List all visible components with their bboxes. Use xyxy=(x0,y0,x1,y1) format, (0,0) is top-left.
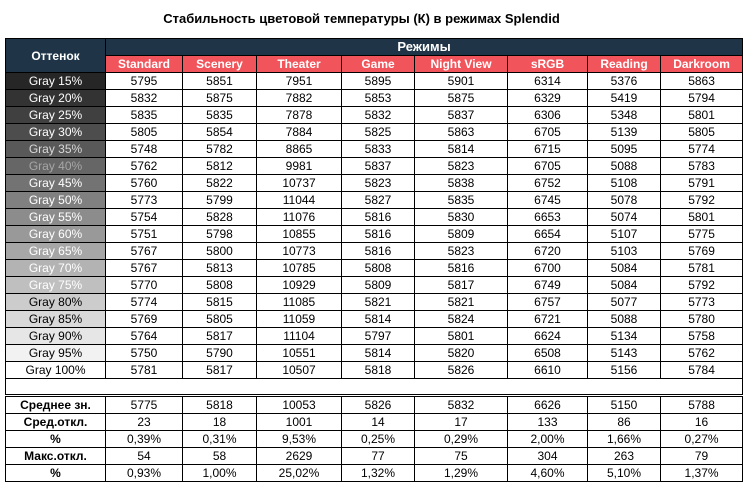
temperature-cell: 5822 xyxy=(183,175,257,192)
shade-label: Gray 20% xyxy=(6,90,106,107)
stat-cell: 58 xyxy=(183,448,257,465)
stat-cell: 0,25% xyxy=(342,431,415,448)
temperature-cell: 6705 xyxy=(508,158,588,175)
stat-label: % xyxy=(6,431,106,448)
stat-label: Макс.откл. xyxy=(6,448,106,465)
table-row xyxy=(6,226,743,243)
table-row xyxy=(6,311,743,328)
temperature-cell: 5088 xyxy=(588,311,661,328)
shade-label: Gray 90% xyxy=(6,328,106,345)
stat-cell: 23 xyxy=(106,414,183,431)
temperature-cell: 9981 xyxy=(257,158,342,175)
color-temperature-table xyxy=(5,38,743,482)
table-row xyxy=(6,73,743,90)
temperature-cell: 5875 xyxy=(415,90,508,107)
temperature-cell: 5754 xyxy=(106,209,183,226)
temperature-cell: 11085 xyxy=(257,294,342,311)
shade-label: Gray 40% xyxy=(6,158,106,175)
temperature-cell: 5801 xyxy=(415,328,508,345)
temperature-cell: 5801 xyxy=(661,209,743,226)
shade-label: Gray 55% xyxy=(6,209,106,226)
table-row xyxy=(6,243,743,260)
temperature-cell: 5801 xyxy=(661,107,743,124)
stat-cell: 14 xyxy=(342,414,415,431)
table-row xyxy=(6,362,743,379)
temperature-cell: 6314 xyxy=(508,73,588,90)
temperature-cell: 5875 xyxy=(183,90,257,107)
temperature-cell: 5348 xyxy=(588,107,661,124)
temperature-cell: 6715 xyxy=(508,141,588,158)
stat-cell: 0,29% xyxy=(415,431,508,448)
temperature-cell: 5143 xyxy=(588,345,661,362)
temperature-cell: 5824 xyxy=(415,311,508,328)
temperature-cell: 10785 xyxy=(257,260,342,277)
stat-label: % xyxy=(6,465,106,482)
temperature-cell: 5823 xyxy=(415,158,508,175)
temperature-cell: 5783 xyxy=(661,158,743,175)
temperature-cell: 7878 xyxy=(257,107,342,124)
temperature-cell: 6749 xyxy=(508,277,588,294)
stat-cell: 1,32% xyxy=(342,465,415,482)
temperature-cell: 5078 xyxy=(588,192,661,209)
stat-cell: 0,39% xyxy=(106,431,183,448)
table-row xyxy=(6,294,743,311)
stat-cell: 18 xyxy=(183,414,257,431)
table-row xyxy=(6,107,743,124)
temperature-cell: 5773 xyxy=(661,294,743,311)
temperature-cell: 5781 xyxy=(106,362,183,379)
stat-cell: 1,66% xyxy=(588,431,661,448)
stat-cell: 1,00% xyxy=(183,465,257,482)
shade-label: Gray 30% xyxy=(6,124,106,141)
temperature-cell: 6610 xyxy=(508,362,588,379)
temperature-cell: 5773 xyxy=(106,192,183,209)
temperature-cell: 5832 xyxy=(106,90,183,107)
temperature-cell: 5809 xyxy=(342,277,415,294)
temperature-cell: 5838 xyxy=(415,175,508,192)
temperature-cell: 5830 xyxy=(415,209,508,226)
shade-label: Gray 15% xyxy=(6,73,106,90)
temperature-cell: 5794 xyxy=(661,90,743,107)
stat-cell: 25,02% xyxy=(257,465,342,482)
stats-row xyxy=(6,414,743,431)
temperature-cell: 5851 xyxy=(183,73,257,90)
temperature-cell: 5815 xyxy=(183,294,257,311)
stat-cell: 9,53% xyxy=(257,431,342,448)
temperature-cell: 5853 xyxy=(342,90,415,107)
temperature-cell: 5823 xyxy=(342,175,415,192)
temperature-cell: 10507 xyxy=(257,362,342,379)
gray-rows xyxy=(6,73,743,379)
stat-cell: 1,37% xyxy=(661,465,743,482)
temperature-cell: 5784 xyxy=(661,362,743,379)
stat-cell: 0,93% xyxy=(106,465,183,482)
table-row xyxy=(6,90,743,107)
table-row xyxy=(6,141,743,158)
temperature-cell: 10773 xyxy=(257,243,342,260)
temperature-cell: 5863 xyxy=(661,73,743,90)
temperature-cell: 5817 xyxy=(415,277,508,294)
modes-group-header: Режимы xyxy=(106,39,743,56)
temperature-cell: 5835 xyxy=(183,107,257,124)
mode-header: Scenery xyxy=(183,56,257,73)
temperature-cell: 5760 xyxy=(106,175,183,192)
temperature-cell: 5084 xyxy=(588,277,661,294)
temperature-cell: 5156 xyxy=(588,362,661,379)
stat-cell: 5818 xyxy=(183,397,257,414)
temperature-cell: 5825 xyxy=(342,124,415,141)
temperature-cell: 5750 xyxy=(106,345,183,362)
temperature-cell: 5770 xyxy=(106,277,183,294)
temperature-cell: 6653 xyxy=(508,209,588,226)
stats-row xyxy=(6,431,743,448)
temperature-cell: 5837 xyxy=(415,107,508,124)
temperature-cell: 5816 xyxy=(342,209,415,226)
temperature-cell: 10929 xyxy=(257,277,342,294)
stat-cell: 54 xyxy=(106,448,183,465)
table-row xyxy=(6,124,743,141)
stat-cell: 10053 xyxy=(257,397,342,414)
shade-label: Gray 75% xyxy=(6,277,106,294)
temperature-cell: 5108 xyxy=(588,175,661,192)
stat-cell: 133 xyxy=(508,414,588,431)
table-row xyxy=(6,209,743,226)
temperature-cell: 10737 xyxy=(257,175,342,192)
shade-label: Gray 70% xyxy=(6,260,106,277)
stat-cell: 75 xyxy=(415,448,508,465)
temperature-cell: 5854 xyxy=(183,124,257,141)
table-row xyxy=(6,345,743,362)
temperature-cell: 5814 xyxy=(342,311,415,328)
shade-label: Gray 85% xyxy=(6,311,106,328)
temperature-cell: 10551 xyxy=(257,345,342,362)
temperature-cell: 5821 xyxy=(342,294,415,311)
temperature-cell: 5769 xyxy=(106,311,183,328)
table-title: Стабильность цветовой температуры (К) в режимах Splendid xyxy=(163,11,560,26)
mode-header: Reading xyxy=(588,56,661,73)
mode-header: Game xyxy=(342,56,415,73)
temperature-cell: 5816 xyxy=(415,260,508,277)
temperature-cell: 5835 xyxy=(106,107,183,124)
temperature-cell: 5762 xyxy=(661,345,743,362)
temperature-cell: 11044 xyxy=(257,192,342,209)
temperature-cell: 5775 xyxy=(661,226,743,243)
stat-cell: 0,31% xyxy=(183,431,257,448)
temperature-cell: 5821 xyxy=(415,294,508,311)
temperature-cell: 5792 xyxy=(661,192,743,209)
temperature-cell: 5805 xyxy=(183,311,257,328)
temperature-cell: 6654 xyxy=(508,226,588,243)
temperature-cell: 5762 xyxy=(106,158,183,175)
temperature-cell: 5790 xyxy=(183,345,257,362)
temperature-cell: 8865 xyxy=(257,141,342,158)
temperature-cell: 5103 xyxy=(588,243,661,260)
temperature-cell: 5818 xyxy=(342,362,415,379)
temperature-cell: 5764 xyxy=(106,328,183,345)
temperature-cell: 5816 xyxy=(342,226,415,243)
temperature-cell: 5795 xyxy=(106,73,183,90)
temperature-cell: 5077 xyxy=(588,294,661,311)
stat-cell: 17 xyxy=(415,414,508,431)
stat-label: Сред.откл. xyxy=(6,414,106,431)
temperature-cell: 5799 xyxy=(183,192,257,209)
temperature-cell: 6745 xyxy=(508,192,588,209)
stat-cell: 5832 xyxy=(415,397,508,414)
stat-cell: 86 xyxy=(588,414,661,431)
temperature-cell: 5758 xyxy=(661,328,743,345)
temperature-cell: 5814 xyxy=(342,345,415,362)
temperature-cell: 6306 xyxy=(508,107,588,124)
temperature-cell: 5814 xyxy=(415,141,508,158)
temperature-cell: 5767 xyxy=(106,260,183,277)
temperature-cell: 5808 xyxy=(342,260,415,277)
mode-header: sRGB xyxy=(508,56,588,73)
temperature-cell: 5863 xyxy=(415,124,508,141)
temperature-cell: 5820 xyxy=(415,345,508,362)
stats-row xyxy=(6,465,743,482)
stat-cell: 5,10% xyxy=(588,465,661,482)
stats-row xyxy=(6,448,743,465)
mode-header: Night View xyxy=(415,56,508,73)
temperature-cell: 5774 xyxy=(106,294,183,311)
spacer-row xyxy=(6,379,743,395)
stat-cell: 304 xyxy=(508,448,588,465)
table-row xyxy=(6,192,743,209)
temperature-cell: 5107 xyxy=(588,226,661,243)
temperature-cell: 7951 xyxy=(257,73,342,90)
temperature-cell: 11104 xyxy=(257,328,342,345)
temperature-cell: 5833 xyxy=(342,141,415,158)
stat-cell: 1,29% xyxy=(415,465,508,482)
stats-row xyxy=(6,397,743,414)
temperature-cell: 5901 xyxy=(415,73,508,90)
temperature-cell: 5769 xyxy=(661,243,743,260)
table-row xyxy=(6,175,743,192)
shade-label: Gray 60% xyxy=(6,226,106,243)
temperature-cell: 10855 xyxy=(257,226,342,243)
temperature-cell: 7884 xyxy=(257,124,342,141)
temperature-cell: 5139 xyxy=(588,124,661,141)
shade-label: Gray 50% xyxy=(6,192,106,209)
temperature-cell: 6752 xyxy=(508,175,588,192)
temperature-cell: 6624 xyxy=(508,328,588,345)
mode-header: Theater xyxy=(257,56,342,73)
temperature-cell: 5088 xyxy=(588,158,661,175)
temperature-cell: 5813 xyxy=(183,260,257,277)
temperature-cell: 5419 xyxy=(588,90,661,107)
temperature-cell: 6705 xyxy=(508,124,588,141)
table-row xyxy=(6,277,743,294)
temperature-cell: 11059 xyxy=(257,311,342,328)
stat-cell: 0,27% xyxy=(661,431,743,448)
temperature-cell: 5095 xyxy=(588,141,661,158)
stat-cell: 2629 xyxy=(257,448,342,465)
temperature-cell: 6700 xyxy=(508,260,588,277)
table-row xyxy=(6,260,743,277)
shade-label: Gray 80% xyxy=(6,294,106,311)
shade-label: Gray 35% xyxy=(6,141,106,158)
temperature-cell: 5781 xyxy=(661,260,743,277)
temperature-cell: 5134 xyxy=(588,328,661,345)
temperature-cell: 5835 xyxy=(415,192,508,209)
temperature-cell: 5826 xyxy=(415,362,508,379)
temperature-cell: 5827 xyxy=(342,192,415,209)
temperature-cell: 5809 xyxy=(415,226,508,243)
temperature-cell: 5832 xyxy=(342,107,415,124)
temperature-cell: 5808 xyxy=(183,277,257,294)
shade-label: Gray 65% xyxy=(6,243,106,260)
temperature-cell: 5074 xyxy=(588,209,661,226)
temperature-cell: 7882 xyxy=(257,90,342,107)
temperature-cell: 5782 xyxy=(183,141,257,158)
stat-cell: 5775 xyxy=(106,397,183,414)
stat-cell: 6626 xyxy=(508,397,588,414)
temperature-cell: 5895 xyxy=(342,73,415,90)
stat-cell: 4,60% xyxy=(508,465,588,482)
temperature-cell: 5774 xyxy=(661,141,743,158)
stat-cell: 263 xyxy=(588,448,661,465)
temperature-cell: 6329 xyxy=(508,90,588,107)
shade-label: Gray 45% xyxy=(6,175,106,192)
temperature-cell: 5805 xyxy=(106,124,183,141)
stat-cell: 16 xyxy=(661,414,743,431)
temperature-cell: 5767 xyxy=(106,243,183,260)
mode-header: Standard xyxy=(106,56,183,73)
temperature-cell: 5376 xyxy=(588,73,661,90)
temperature-cell: 6508 xyxy=(508,345,588,362)
temperature-cell: 5805 xyxy=(661,124,743,141)
shade-label: Gray 25% xyxy=(6,107,106,124)
table-row xyxy=(6,328,743,345)
temperature-cell: 5798 xyxy=(183,226,257,243)
stat-label: Среднее зн. xyxy=(6,397,106,414)
stat-cell: 77 xyxy=(342,448,415,465)
temperature-cell: 5800 xyxy=(183,243,257,260)
temperature-cell: 6721 xyxy=(508,311,588,328)
temperature-cell: 5792 xyxy=(661,277,743,294)
temperature-cell: 5812 xyxy=(183,158,257,175)
temperature-cell: 5751 xyxy=(106,226,183,243)
shade-label: Gray 100% xyxy=(6,362,106,379)
temperature-cell: 5816 xyxy=(342,243,415,260)
temperature-cell: 5780 xyxy=(661,311,743,328)
stat-cell: 2,00% xyxy=(508,431,588,448)
temperature-cell: 5823 xyxy=(415,243,508,260)
temperature-cell: 5791 xyxy=(661,175,743,192)
temperature-cell: 5837 xyxy=(342,158,415,175)
temperature-cell: 5797 xyxy=(342,328,415,345)
temperature-cell: 5817 xyxy=(183,362,257,379)
stat-cell: 79 xyxy=(661,448,743,465)
mode-header: Darkroom xyxy=(661,56,743,73)
shade-column-header: Оттенок xyxy=(6,39,106,73)
stat-cell: 5150 xyxy=(588,397,661,414)
stats-rows xyxy=(6,397,743,482)
temperature-cell: 11076 xyxy=(257,209,342,226)
stat-cell: 5826 xyxy=(342,397,415,414)
temperature-cell: 5828 xyxy=(183,209,257,226)
temperature-cell: 6720 xyxy=(508,243,588,260)
temperature-cell: 5748 xyxy=(106,141,183,158)
temperature-cell: 6757 xyxy=(508,294,588,311)
temperature-cell: 5084 xyxy=(588,260,661,277)
table-row xyxy=(6,158,743,175)
shade-label: Gray 95% xyxy=(6,345,106,362)
stat-cell: 1001 xyxy=(257,414,342,431)
stat-cell: 5788 xyxy=(661,397,743,414)
temperature-cell: 5817 xyxy=(183,328,257,345)
